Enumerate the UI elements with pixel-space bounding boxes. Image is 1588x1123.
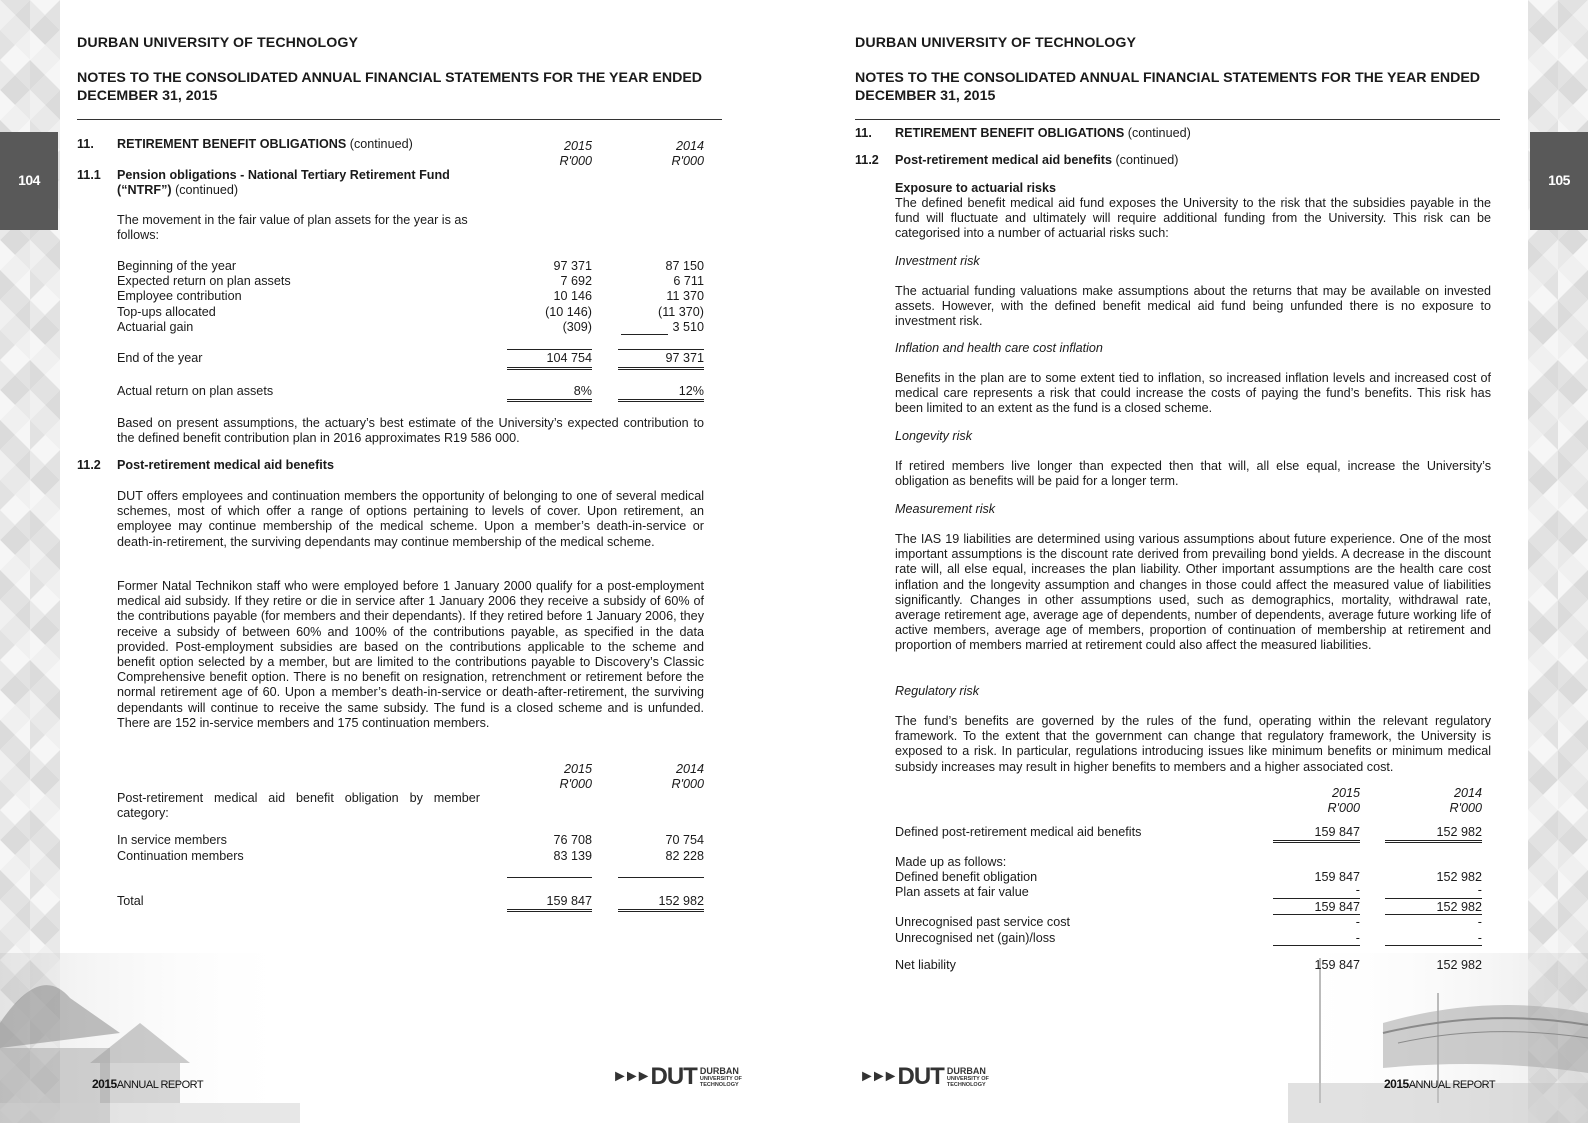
section-11-number: 11. [77,137,94,151]
plan-assets-2015: - [1355,883,1360,897]
table-row-2015: (10 146) [545,304,592,319]
table-row-2015: 83 139 [553,848,592,863]
col-year: 2014 [675,762,704,776]
page-number-tab-right: 105 [1530,132,1588,230]
risk-title: Regulatory risk [895,684,979,698]
obligation-category-label: Post-retirement medical aid benefit obligation by member category: [117,791,480,821]
unrecognised-past-2014: - [1477,915,1482,929]
underline [1385,898,1482,899]
col-unit: R'000 [559,777,592,791]
risk-text: Benefits in the plan are to some extent tied to inflation, so increased inflation levels and increased cost of medical care represents a risk that could increase the costs of paying the fund’s benefits. This risk has been limited to an extent as the fund is a closed scheme. [895,371,1491,416]
underline [1273,898,1360,899]
col-unit: R'000 [559,154,592,168]
risk-title: Investment risk [895,254,980,268]
annual-report-text: ANNUAL REPORT [116,1079,204,1091]
table-row-label: Actuarial gain [117,319,194,334]
col-year: 2015 [1331,786,1360,800]
table-row-2015: 97 371 [553,259,592,273]
dbo-2014: 152 982 [1436,870,1482,884]
subtotal-2015: 159 847 [1314,900,1360,914]
defined-2015: 159 847 [1314,825,1360,839]
subtotal-2014: 152 982 [1436,900,1482,914]
col-year: 2015 [563,139,592,153]
col-year: 2014 [1453,786,1482,800]
underline [618,349,704,350]
unrecognised-past-label: Unrecognised past service cost [895,915,1070,929]
risk-text: The IAS 19 liabilities are determined using various assumptions about future experience. One of the most important assumptions is the discount rate derived from prevailing bond yields. A decrease in the discount rate will, all else equal, increases the plan liability. Other important assumptions are the health care cost inflation and the longevity assumption and changes in those could affect the measured value of liabilities significantly. Changes in other assumptions used, such as demographics, mortality, withdrawal rate, average retirement age, average age of dependents, number of dependents, average future working life of active members, average age of members, proportion of continuation of membership at retirement and proportion of members married at retirement could also affect the measured liabilities. [895,532,1491,653]
double-underline [618,399,704,402]
exposure-text: The defined benefit medical aid fund exposes the University to the risk that the subsidies payable in the fund will fluctuate and ultimately will require additional funding from the University. This risk can be categorised into a number of actuarial risks such: [895,196,1491,241]
col-2015-header [517,762,592,792]
actual-return-2015: 8% [573,384,592,398]
underline [621,334,668,335]
defined-2014: 152 982 [1436,825,1482,839]
table-row-2015: 76 708 [553,833,592,847]
col-2014-header [1407,786,1482,816]
section-11-heading [117,137,413,152]
table-row-2015: 7 692 [560,274,592,289]
table-row-2014: 11 370 [666,289,704,304]
table-row-2014: (11 370) [658,304,704,319]
section-11-2-number: 11.2 [855,153,879,167]
header-divider [855,119,1500,120]
dut-logo-text [700,1066,742,1088]
dut-logo-text [947,1066,989,1088]
logo-line: UNIVERSITY OF [946,1076,989,1082]
col-2015-header [517,139,592,169]
total-label: Total [117,894,144,908]
section-11-title: RETIREMENT BENEFIT OBLIGATIONS [895,126,1125,140]
made-up-label: Made up as follows: [895,855,1007,869]
continued-label: (continued) [175,183,239,198]
unrecognised-past-2015: - [1355,915,1360,929]
table-row-2014: 6 711 [673,274,704,289]
underline [1273,945,1360,946]
risk-text: If retired members live longer than expected then that will, all else equal, increase the University’s obligation as benefits will be paid for a longer term. [895,459,1491,489]
annual-report-label-right [1384,1077,1495,1093]
risk-title: Longevity risk [895,429,972,443]
underline [618,877,704,878]
plan-assets-label: Plan assets at fair value [895,885,1029,899]
annual-report-year: 2015 [92,1077,117,1091]
left-page [77,0,722,1123]
exposure-title: Exposure to actuarial risks [895,181,1056,195]
actuary-estimate: Based on present assumptions, the actuary’s best estimate of the University’s expected contribution to the defined benefit contribution plan in 2016 approximates R19 586 000. [117,416,704,446]
table-row-label: Continuation members [117,848,244,863]
col-unit: R'000 [671,777,704,791]
col-unit: R'000 [671,154,704,168]
col-year: 2014 [675,139,704,153]
section-11-2-heading [895,153,1178,168]
double-underline [507,909,592,912]
net-liability-2014: 152 982 [1436,958,1482,972]
double-underline [507,399,592,402]
ntrf-label: (“NTRF”) [117,183,172,198]
col-2014-header [629,139,704,169]
logo-line: UNIVERSITY OF [699,1076,742,1082]
movement-intro: The movement in the fair value of plan assets for the year is as follows: [117,213,468,243]
logo-line: TECHNOLOGY [946,1082,986,1088]
actual-return-2014: 12% [678,384,704,398]
logo-line: DURBAN [946,1066,986,1076]
total-2015: 159 847 [546,894,592,908]
table-row-2014: 82 228 [665,848,704,863]
notes-title: NOTES TO THE CONSOLIDATED ANNUAL FINANCIAL STATEMENTS FOR THE YEAR ENDED DECEMBER 31, 2015 [855,70,1481,104]
annual-report-label-left [92,1077,203,1093]
table-row-2014: 70 754 [665,833,704,847]
unrecognised-net-label: Unrecognised net (gain)/loss [895,931,1056,945]
table-row-label: Top-ups allocated [117,304,216,319]
dut-arrows-icon: ►►► [612,1068,648,1086]
table-row-2015: (309) [562,319,592,334]
table-row-label: Expected return on plan assets [117,274,291,289]
col-unit: R'000 [1327,801,1360,815]
continued-label: (continued) [1115,153,1179,167]
net-liability-label: Net liability [895,958,956,972]
section-11-2-number: 11.2 [77,458,101,472]
dbo-label: Defined benefit obligation [895,870,1038,884]
risk-title: Measurement risk [895,502,996,516]
total-2014: 152 982 [658,894,704,908]
notes-title: NOTES TO THE CONSOLIDATED ANNUAL FINANCIAL STATEMENTS FOR THE YEAR ENDED DECEMBER 31, 2015 [77,70,703,104]
dut-logo-left [612,1063,742,1091]
annual-report-year: 2015 [1384,1077,1409,1091]
page-number-tab-left: 104 [0,132,58,230]
double-underline [1385,840,1482,843]
unrecognised-net-2014: - [1477,931,1482,945]
col-2014-header [629,762,704,792]
continued-label: (continued) [1127,126,1191,140]
medical-para-2: Former Natal Technikon staff who were employed before 1 January 2000 qualify for a post-employment medical aid subsidy. If they retire or die in service after 1 January 2006 they receive a subsidy of 60% of the contributions payable (for members and their dependants). If they retired before 1 January 2006, they receive a subsidy of between 60% and 100% of the contributions payable, as specified in the data provided. Post-employment subsidies are based on the contributions applicable to the scheme and benefit option selected by a member, but are limited to the contributions payable to Discovery’s Classic Comprehensive benefit option. There is no benefit on resignation, retrenchment or retirement before the normal retirement age of 60. Upon a member’s death-in-service or death-after-retirement, the surviving dependants will continue to receive the same subsidy. The fund is a closed scheme and is unfunded. There are 152 in-service members and 175 continuation members. [117,579,704,730]
underline [507,349,592,350]
underline [507,877,592,878]
table-row-2014: 87 150 [665,259,704,273]
section-11-number: 11. [855,126,872,140]
double-underline [507,367,592,370]
section-11-1-title: Pension obligations - National Tertiary Retirement Fund [117,168,450,182]
net-liability-2015: 159 847 [1314,958,1360,972]
dut-mark: DUT [897,1063,944,1091]
dbo-2015: 159 847 [1314,870,1360,884]
end-year-2015: 104 754 [546,351,592,365]
defined-benefits-label: Defined post-retirement medical aid benefits [895,825,1142,839]
annual-report-text: ANNUAL REPORT [1408,1079,1496,1091]
medical-para-1: DUT offers employees and continuation members the opportunity of belonging to one of several medical schemes, most of which offer a range of options pertaining to levels of cover. Upon retirement, an employee may continue membership of the medical scheme. Upon a member’s death-in-service or death-in-retirement, the surviving dependants may continue membership of the medical scheme. [117,489,704,549]
section-11-2-title: Post-retirement medical aid benefits [895,153,1112,167]
table-row-label: Beginning of the year [117,259,237,273]
university-name: DURBAN UNIVERSITY OF TECHNOLOGY [855,35,1137,51]
end-year-2014: 97 371 [665,351,704,365]
plan-assets-2014: - [1477,883,1482,897]
col-unit: R'000 [1449,801,1482,815]
underline [1385,945,1482,946]
risk-title: Inflation and health care cost inflation [895,341,1103,355]
section-11-1-number: 11.1 [77,168,101,182]
end-year-label: End of the year [117,351,203,365]
table-row-label: In service members [117,833,227,847]
risk-text: The fund’s benefits are governed by the rules of the fund, operating within the relevant regulatory framework. To the extent that the government can change that regulatory framework, the University is exposed to a risk. In particular, regulations introducing issues like minimum benefits or minimum medical subsidy increases may result in higher benefits to members and a higher associated cost. [895,714,1491,774]
logo-line: DURBAN [699,1066,739,1076]
col-2015-header [1285,786,1360,816]
double-underline [618,367,704,370]
double-underline [618,909,704,912]
section-11-title: RETIREMENT BENEFIT OBLIGATIONS [117,137,347,151]
section-11-1-heading [117,168,517,198]
col-year: 2015 [563,762,592,776]
logo-line: TECHNOLOGY [699,1082,739,1088]
double-underline [1273,840,1360,843]
actual-return-label: Actual return on plan assets [117,384,274,398]
dut-arrows-icon: ►►► [859,1068,895,1086]
risk-text: The actuarial funding valuations make assumptions about the returns that may be available on invested assets. However, with the defined benefit medical aid fund being unfunded there is no exposure to investment risk. [895,284,1491,329]
university-name: DURBAN UNIVERSITY OF TECHNOLOGY [77,35,359,51]
continued-label: (continued) [349,137,413,151]
unrecognised-net-2015: - [1355,931,1360,945]
table-row-2015: 10 146 [553,289,592,304]
table-row-2014: 3 510 [672,319,704,334]
section-11-2-title: Post-retirement medical aid benefits [117,458,334,472]
section-11-heading [895,126,1191,141]
right-page [855,0,1500,1123]
header-divider [77,119,722,120]
dut-logo-right [859,1063,989,1091]
dut-mark: DUT [650,1063,697,1091]
table-row-label: Employee contribution [117,289,242,304]
